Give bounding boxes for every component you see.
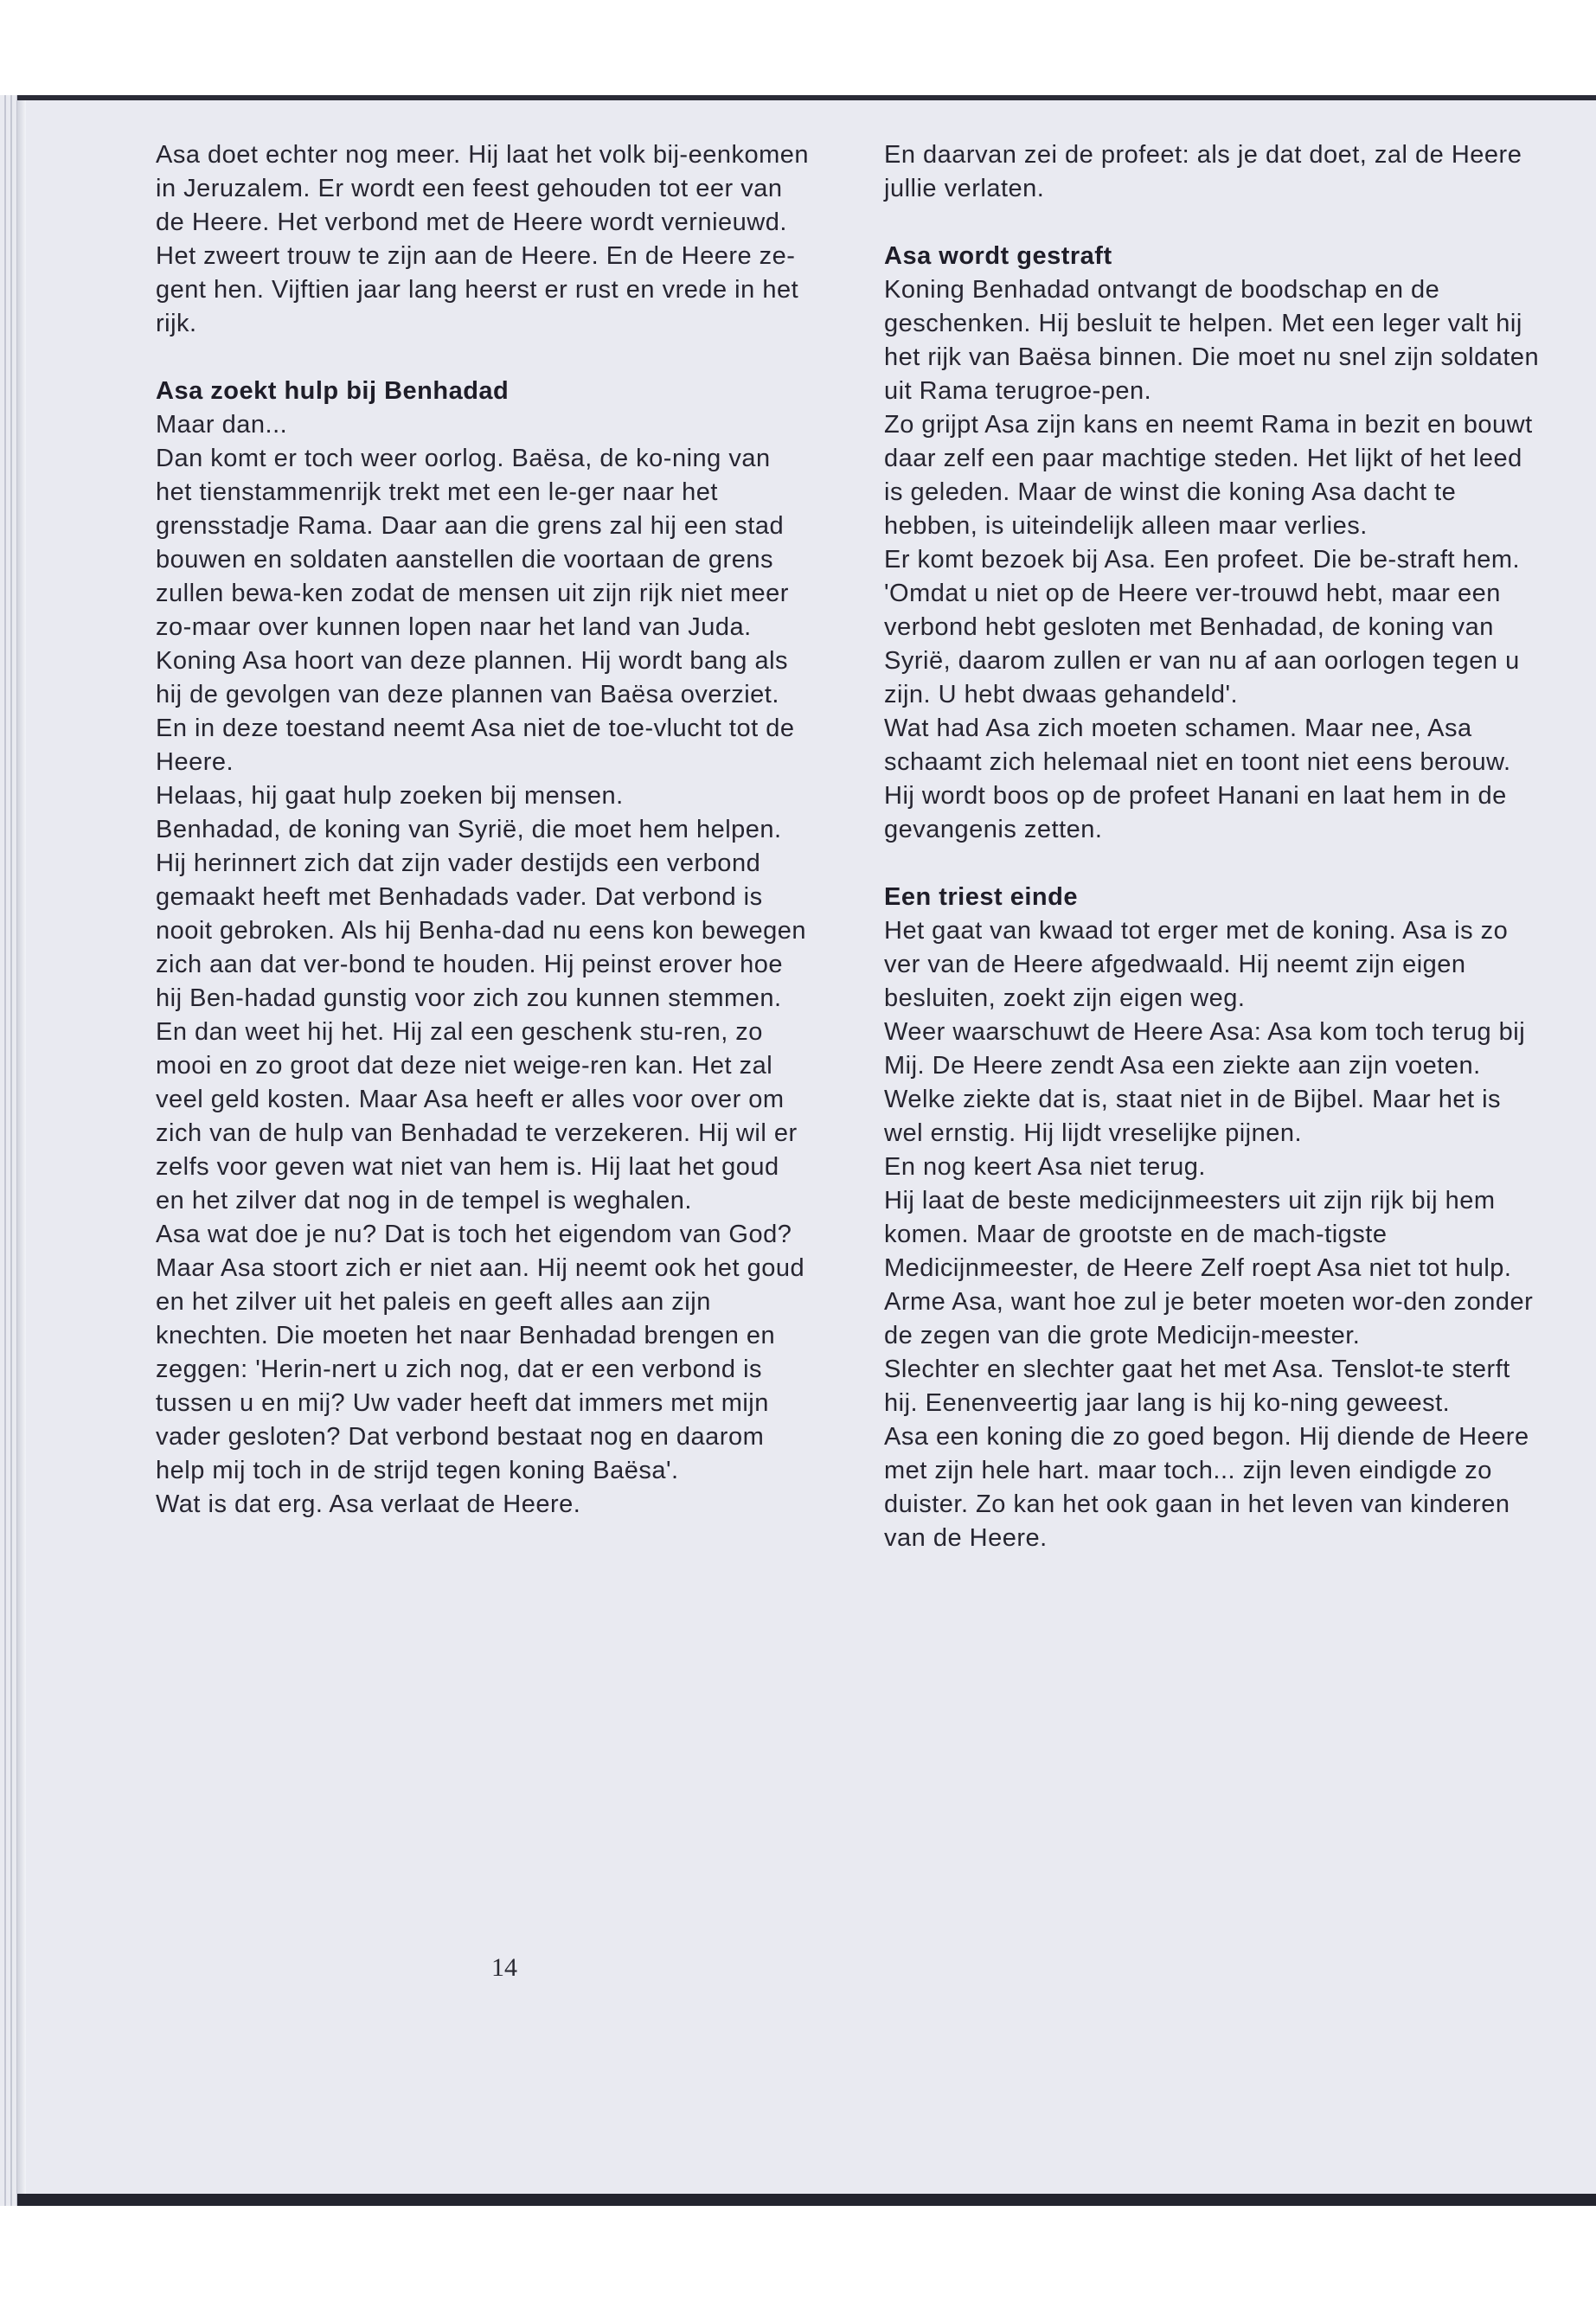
section-heading: Asa wordt gestraft bbox=[884, 242, 1112, 270]
paragraph: Slechter en slechter gaat het met Asa. Tenslot-te sterft hij. Eenenveertig jaar lang is hij ko-ning geweest. bbox=[884, 1356, 1510, 1417]
paragraph: Wat had Asa zich moeten schamen. Maar nee, Asa schaamt zich helemaal niet en toont niet eens berouw. Hij wordt boos op de profeet Hanani en laat hem in de gevangenis zetten. bbox=[884, 715, 1511, 843]
paragraph: Arme Asa, want hoe zul je beter moeten wor-den zonder de zegen van die grote Medicijn-meester. bbox=[884, 1288, 1534, 1349]
paragraph: Koning Asa hoort van deze plannen. Hij wordt bang als hij de gevolgen van deze plannen van Baësa overziet. bbox=[156, 647, 789, 708]
paragraph: Dan komt er toch weer oorlog. Baësa, de ko-ning van het tienstammenrijk trekt met een le-ger naar het grensstadje Rama. Daar aan die grens zal hij een stad bouwen en soldaten aanstellen die voortaan de grens zullen bewa-ken zodat de mensen uit zijn rijk niet meer zo-maar over kunnen lopen naar het land van Juda. bbox=[156, 445, 789, 641]
right-text-column bbox=[884, 138, 1542, 1555]
section-heading: Een triest einde bbox=[884, 883, 1078, 911]
paragraph: Helaas, hij gaat hulp zoeken bij mensen. bbox=[156, 782, 624, 810]
paragraph: Hij herinnert zich dat zijn vader destijds een verbond gemaakt heeft met Benhadads vader. Dat verbond is nooit gebroken. Als hij Benha-dad nu eens kon bewegen zich aan dat ver-bond te houden. Hij peinst erover hoe hij Ben-hadad gunstig voor zich zou kunnen stemmen. En dan weet hij het. Hij zal een geschenk stu-ren, zo mooi en zo groot dat deze niet weige-ren kan. Het zal veel geld kosten. Maar Asa heeft er alles voor over om zich van de hulp van Benhadad te verzekeren. Hij wil er zelfs voor geven wat niet van hem is. Hij laat het goud en het zilver dat nog in de tempel is weghalen. bbox=[156, 849, 807, 1215]
paragraph: Benhadad, de koning van Syrië, die moet hem helpen. bbox=[156, 816, 782, 843]
paragraph: Asa wat doe je nu? Dat is toch het eigendom van God? Maar Asa stoort zich er niet aan. Hij neemt ook het goud en het zilver uit het paleis en geeft alles aan zijn knechten. Die moeten het naar Benhadad brengen en zeggen: 'Herin-nert u zich nog, dat er een verbond is tussen u en mij? Uw vader heeft dat immers met mijn vader gesloten? Dat verbond bestaat nog en daarom help mij toch in de strijd tegen koning Baësa'. bbox=[156, 1221, 805, 1484]
paragraph: En in deze toestand neemt Asa niet de toe-vlucht tot de Heere. bbox=[156, 715, 795, 776]
page-spine-shadow bbox=[17, 100, 26, 2194]
page-number: 14 bbox=[491, 1953, 517, 1982]
paragraph: Hij laat de beste medicijnmeesters uit zijn rijk bij hem komen. Maar de grootste en de mach-tigste Medicijnmeester, de Heere Zelf roept Asa niet tot hulp. bbox=[884, 1187, 1512, 1282]
paragraph: Weer waarschuwt de Heere Asa: Asa kom toch terug bij Mij. De Heere zendt Asa een ziekte aan zijn voeten. Welke ziekte dat is, staat niet in de Bijbel. Maar het is wel ernstig. Hij lijdt vreselijke pijnen. bbox=[884, 1018, 1526, 1147]
paragraph: En daarvan zei de profeet: als je dat doet, zal de Heere jullie verlaten. bbox=[884, 141, 1522, 202]
paragraph: Asa doet echter nog meer. Hij laat het volk bij-eenkomen in Jeruzalem. Er wordt een feest gehouden tot eer van de Heere. Het verbond met de Heere wordt vernieuwd. Het zweert trouw te zijn aan de Heere. En de Heere ze-gent hen. Vijftien jaar lang heerst er rust en vrede in het rijk. bbox=[156, 141, 810, 337]
paragraph: Wat is dat erg. Asa verlaat de Heere. bbox=[156, 1490, 581, 1518]
paragraph: En nog keert Asa niet terug. bbox=[884, 1153, 1206, 1181]
paragraph: Zo grijpt Asa zijn kans en neemt Rama in bezit en bouwt daar zelf een paar machtige steden. Het lijkt of het leed is geleden. Maar de winst die koning Asa dacht te hebben, is uiteindelijk alleen maar verlies. bbox=[884, 411, 1533, 540]
paragraph: Koning Benhadad ontvangt de boodschap en de geschenken. Hij besluit te helpen. Met een leger valt hij het rijk van Baësa binnen. Die moet nu snel zijn soldaten uit Rama terugroe-pen. bbox=[884, 276, 1540, 405]
paragraph: Het gaat van kwaad tot erger met de koning. Asa is zo ver van de Heere afgedwaald. Hij neemt zijn eigen besluiten, zoekt zijn eigen weg. bbox=[884, 917, 1509, 1012]
paragraph: Er komt bezoek bij Asa. Een profeet. Die be-straft hem. 'Omdat u niet op de Heere ver-trouwd hebt, maar een verbond hebt gesloten met Benhadad, de koning van Syrië, daarom zullen er van nu af aan oorlogen tegen u zijn. U hebt dwaas gehandeld'. bbox=[884, 546, 1521, 708]
paragraph: Maar dan... bbox=[156, 411, 288, 439]
paragraph: Asa een koning die zo goed begon. Hij diende de Heere met zijn hele hart. maar toch... zijn leven eindigde zo duister. Zo kan het ook gaan in het leven van kinderen van de Heere. bbox=[884, 1423, 1529, 1552]
section-heading: Asa zoekt hulp bij Benhadad bbox=[156, 377, 510, 405]
left-text-column bbox=[156, 138, 813, 1522]
